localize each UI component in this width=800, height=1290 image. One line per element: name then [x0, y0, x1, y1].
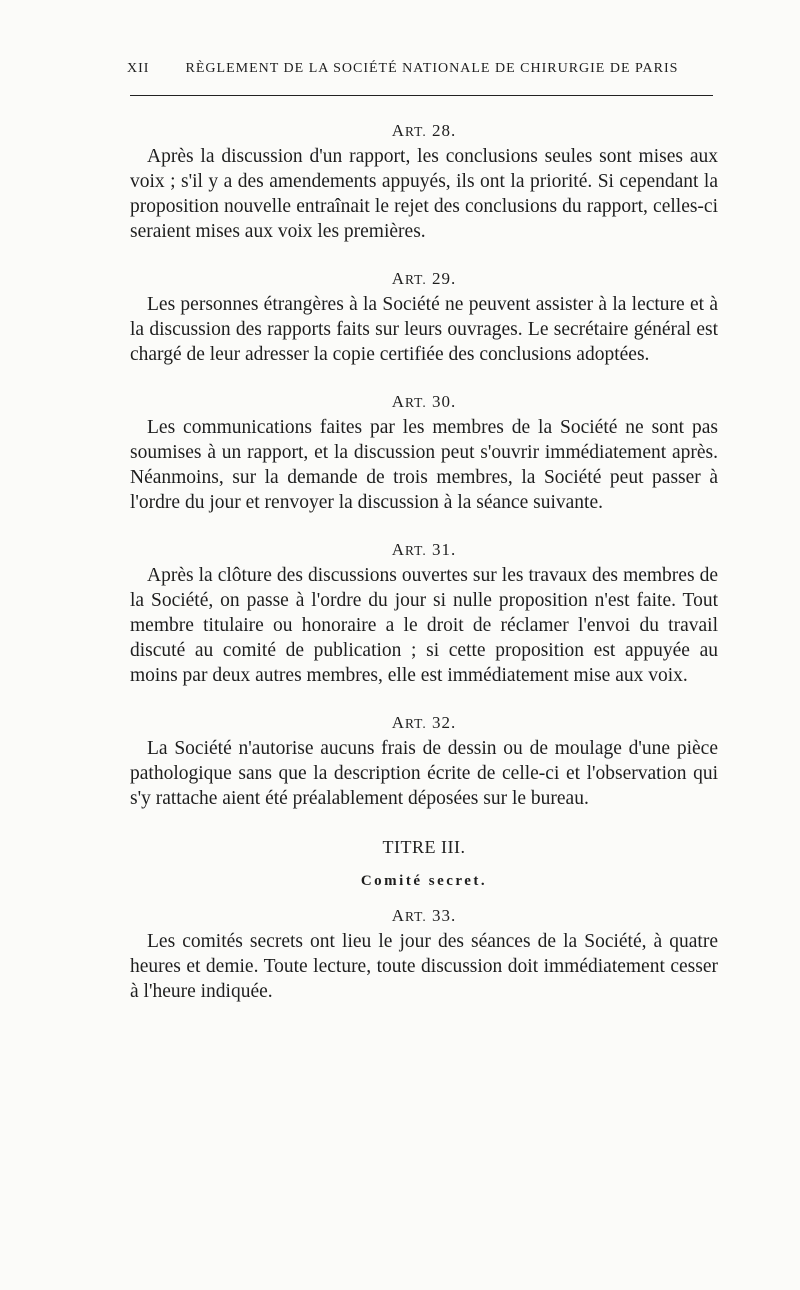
article-heading-31	[130, 537, 718, 563]
header-rule	[130, 95, 713, 96]
article-heading-prefix: A	[391, 713, 405, 732]
article-heading-smallcaps: RT.	[404, 395, 427, 410]
section-subtitle: Comité secret.	[360, 873, 488, 889]
article-text-32: La Société n'autorise aucuns frais de dessin ou de moulage d'une pièce pathologique sans que la description écrite de celle-ci et l'observation qui s'y rattache aient été préalablement déposées sur le bureau.	[130, 738, 718, 809]
article-heading-28	[130, 118, 718, 144]
article-heading-prefix: A	[391, 121, 405, 140]
article-heading-30	[130, 389, 718, 415]
article-heading-smallcaps: RT.	[404, 909, 427, 924]
article-number: 28.	[432, 121, 457, 140]
article-number: 33.	[432, 906, 457, 925]
article-text-33: Les comités secrets ont lieu le jour des séances de la Société, à quatre heures et demie. Toute lecture, toute discussion doit immédiatement cesser à l'heure indiquée.	[130, 931, 718, 1002]
article-number: 29.	[432, 269, 457, 288]
section-title: TITRE III.	[382, 837, 466, 857]
article-heading-prefix: A	[391, 540, 405, 559]
running-title: RÈGLEMENT DE LA SOCIÉTÉ NATIONALE DE CHIRURGIE DE PARIS	[185, 61, 679, 76]
running-header	[127, 61, 717, 77]
article-text-30: Les communications faites par les membres de la Société ne sont pas soumises à un rapport, et la discussion peut s'ouvrir immédiatement après. Néanmoins, sur la demande de trois membres, la Société peut passer à l'ordre du jour et renvoyer la discussion à la séance suivante.	[130, 417, 718, 513]
article-heading-32	[130, 710, 718, 736]
page-body	[130, 118, 718, 1026]
article-heading-prefix: A	[391, 269, 405, 288]
article-heading-smallcaps: RT.	[404, 272, 427, 287]
article-heading-33	[130, 903, 718, 929]
article-heading-29	[130, 266, 718, 292]
article-number: 31.	[432, 540, 457, 559]
article-heading-prefix: A	[391, 392, 405, 411]
article-heading-smallcaps: RT.	[404, 124, 427, 139]
article-text-28: Après la discussion d'un rapport, les conclusions seules sont mises aux voix ; s'il y a des amendements appuyés, ils ont la priorité. Si cependant la proposition nouvelle entraînait le rejet des conclusions du rapport, celles-ci seraient mises aux voix les premières.	[130, 146, 718, 242]
page-folio: XII	[127, 61, 150, 76]
article-number: 32.	[432, 713, 457, 732]
article-number: 30.	[432, 392, 457, 411]
article-text-31: Après la clôture des discussions ouvertes sur les travaux des membres de la Société, on passe à l'ordre du jour si nulle proposition n'est faite. Tout membre titulaire ou honoraire a le droit de réclamer l'envoi du travail discuté au comité de publication ; si cette proposition est appuyée au moins par deux autres membres, elle est immédiatement mise aux voix.	[130, 565, 718, 686]
article-heading-prefix: A	[391, 906, 405, 925]
article-text-29: Les personnes étrangères à la Société ne peuvent assister à la lecture et à la discussion des rapports faits sur leurs ouvrages. Le secrétaire général est chargé de leur adresser la copie certifiée des conclusions adoptées.	[130, 294, 718, 365]
article-heading-smallcaps: RT.	[404, 543, 427, 558]
article-heading-smallcaps: RT.	[404, 716, 427, 731]
